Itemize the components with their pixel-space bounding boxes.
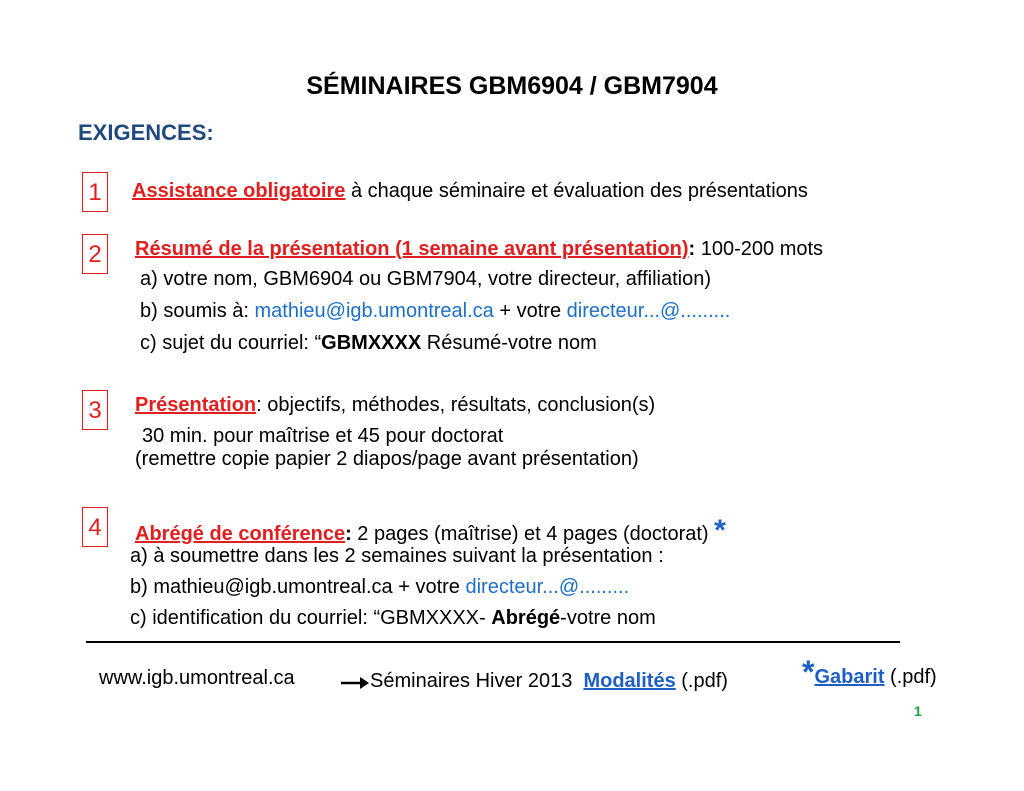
director-email-link[interactable]: directeur...@......... bbox=[566, 300, 731, 322]
item-2-c-bold: GBMXXXX bbox=[321, 332, 422, 354]
item-3-text: : objectifs, méthodes, résultats, conclusion(s) bbox=[256, 394, 656, 416]
footer-links bbox=[370, 670, 728, 693]
page-title: SÉMINAIRES GBM6904 / GBM7904 bbox=[306, 72, 718, 100]
item-2-c-prefix: c) sujet du courriel: “ bbox=[140, 332, 322, 354]
item-2-b-prefix: b) soumis à: bbox=[140, 300, 255, 322]
item-3-heading: Présentation bbox=[135, 394, 257, 416]
item-1-line bbox=[132, 180, 808, 203]
right-arrow-icon bbox=[340, 675, 370, 691]
item-4-b-prefix: b) mathieu@igb.umontreal.ca + votre bbox=[130, 576, 466, 598]
item-4-colon: : bbox=[345, 523, 352, 545]
item-3-line-2: 30 min. pour maîtrise et 45 pour doctorat bbox=[142, 425, 504, 447]
item-2-c-rest: Résumé-votre nom bbox=[421, 332, 597, 354]
item-4-c-rest: -votre nom bbox=[560, 607, 656, 629]
item-1-heading: Assistance obligatoire bbox=[132, 180, 346, 202]
item-3-line-3: (remettre copie papier 2 diapos/page avant présentation) bbox=[135, 448, 639, 470]
asterisk-marker-2: * bbox=[802, 654, 815, 690]
item-1-text: à chaque séminaire et évaluation des présentations bbox=[345, 180, 808, 202]
item-4-c-bold: Abrégé bbox=[491, 607, 561, 629]
seminar-label: Séminaires Hiver 2013 bbox=[370, 670, 573, 692]
number-box-2: 2 bbox=[82, 234, 108, 274]
item-2-line bbox=[135, 238, 823, 261]
gabarit-group bbox=[802, 654, 937, 691]
email-link[interactable]: mathieu@igb.umontreal.ca bbox=[254, 300, 494, 322]
director-email-link-2[interactable]: directeur...@......... bbox=[465, 576, 630, 598]
item-4-text: 2 pages (maîtrise) et 4 pages (doctorat) bbox=[351, 523, 715, 545]
item-4-line bbox=[135, 514, 726, 548]
item-2-sub-c bbox=[140, 332, 597, 355]
horizontal-divider bbox=[86, 641, 900, 643]
number-box-1: 1 bbox=[82, 172, 108, 212]
item-2-colon: : bbox=[688, 238, 696, 260]
item-2-sub-a: a) votre nom, GBM6904 ou GBM7904, votre directeur, affiliation) bbox=[140, 268, 712, 290]
item-2-heading: Résumé de la présentation (1 semaine avant présentation) bbox=[135, 238, 689, 260]
pdf-label-2: (.pdf) bbox=[884, 666, 937, 688]
number-box-4: 4 bbox=[82, 507, 108, 547]
item-4-c-prefix: c) identification du courriel: “GBMXXXX- bbox=[130, 607, 492, 629]
item-2-text: 100-200 mots bbox=[695, 238, 824, 260]
item-2-sub-b bbox=[140, 300, 730, 323]
item-4-sub-c bbox=[130, 607, 656, 630]
modalites-link[interactable]: Modalités bbox=[583, 670, 676, 692]
number-box-3: 3 bbox=[82, 390, 108, 430]
asterisk-marker: * bbox=[714, 514, 726, 547]
website-url[interactable]: www.igb.umontreal.ca bbox=[99, 667, 295, 689]
page-number: 1 bbox=[914, 703, 922, 719]
item-4-heading: Abrégé de conférence bbox=[135, 523, 346, 545]
gabarit-link[interactable]: Gabarit bbox=[814, 666, 885, 688]
item-3-line bbox=[135, 394, 655, 417]
pdf-label-1: (.pdf) bbox=[675, 670, 728, 692]
section-heading: EXIGENCES: bbox=[78, 120, 214, 145]
item-4-sub-b bbox=[130, 576, 629, 599]
item-2-b-mid: + votre bbox=[493, 300, 567, 322]
item-4-sub-a: a) à soumettre dans les 2 semaines suivant la présentation : bbox=[130, 545, 664, 567]
